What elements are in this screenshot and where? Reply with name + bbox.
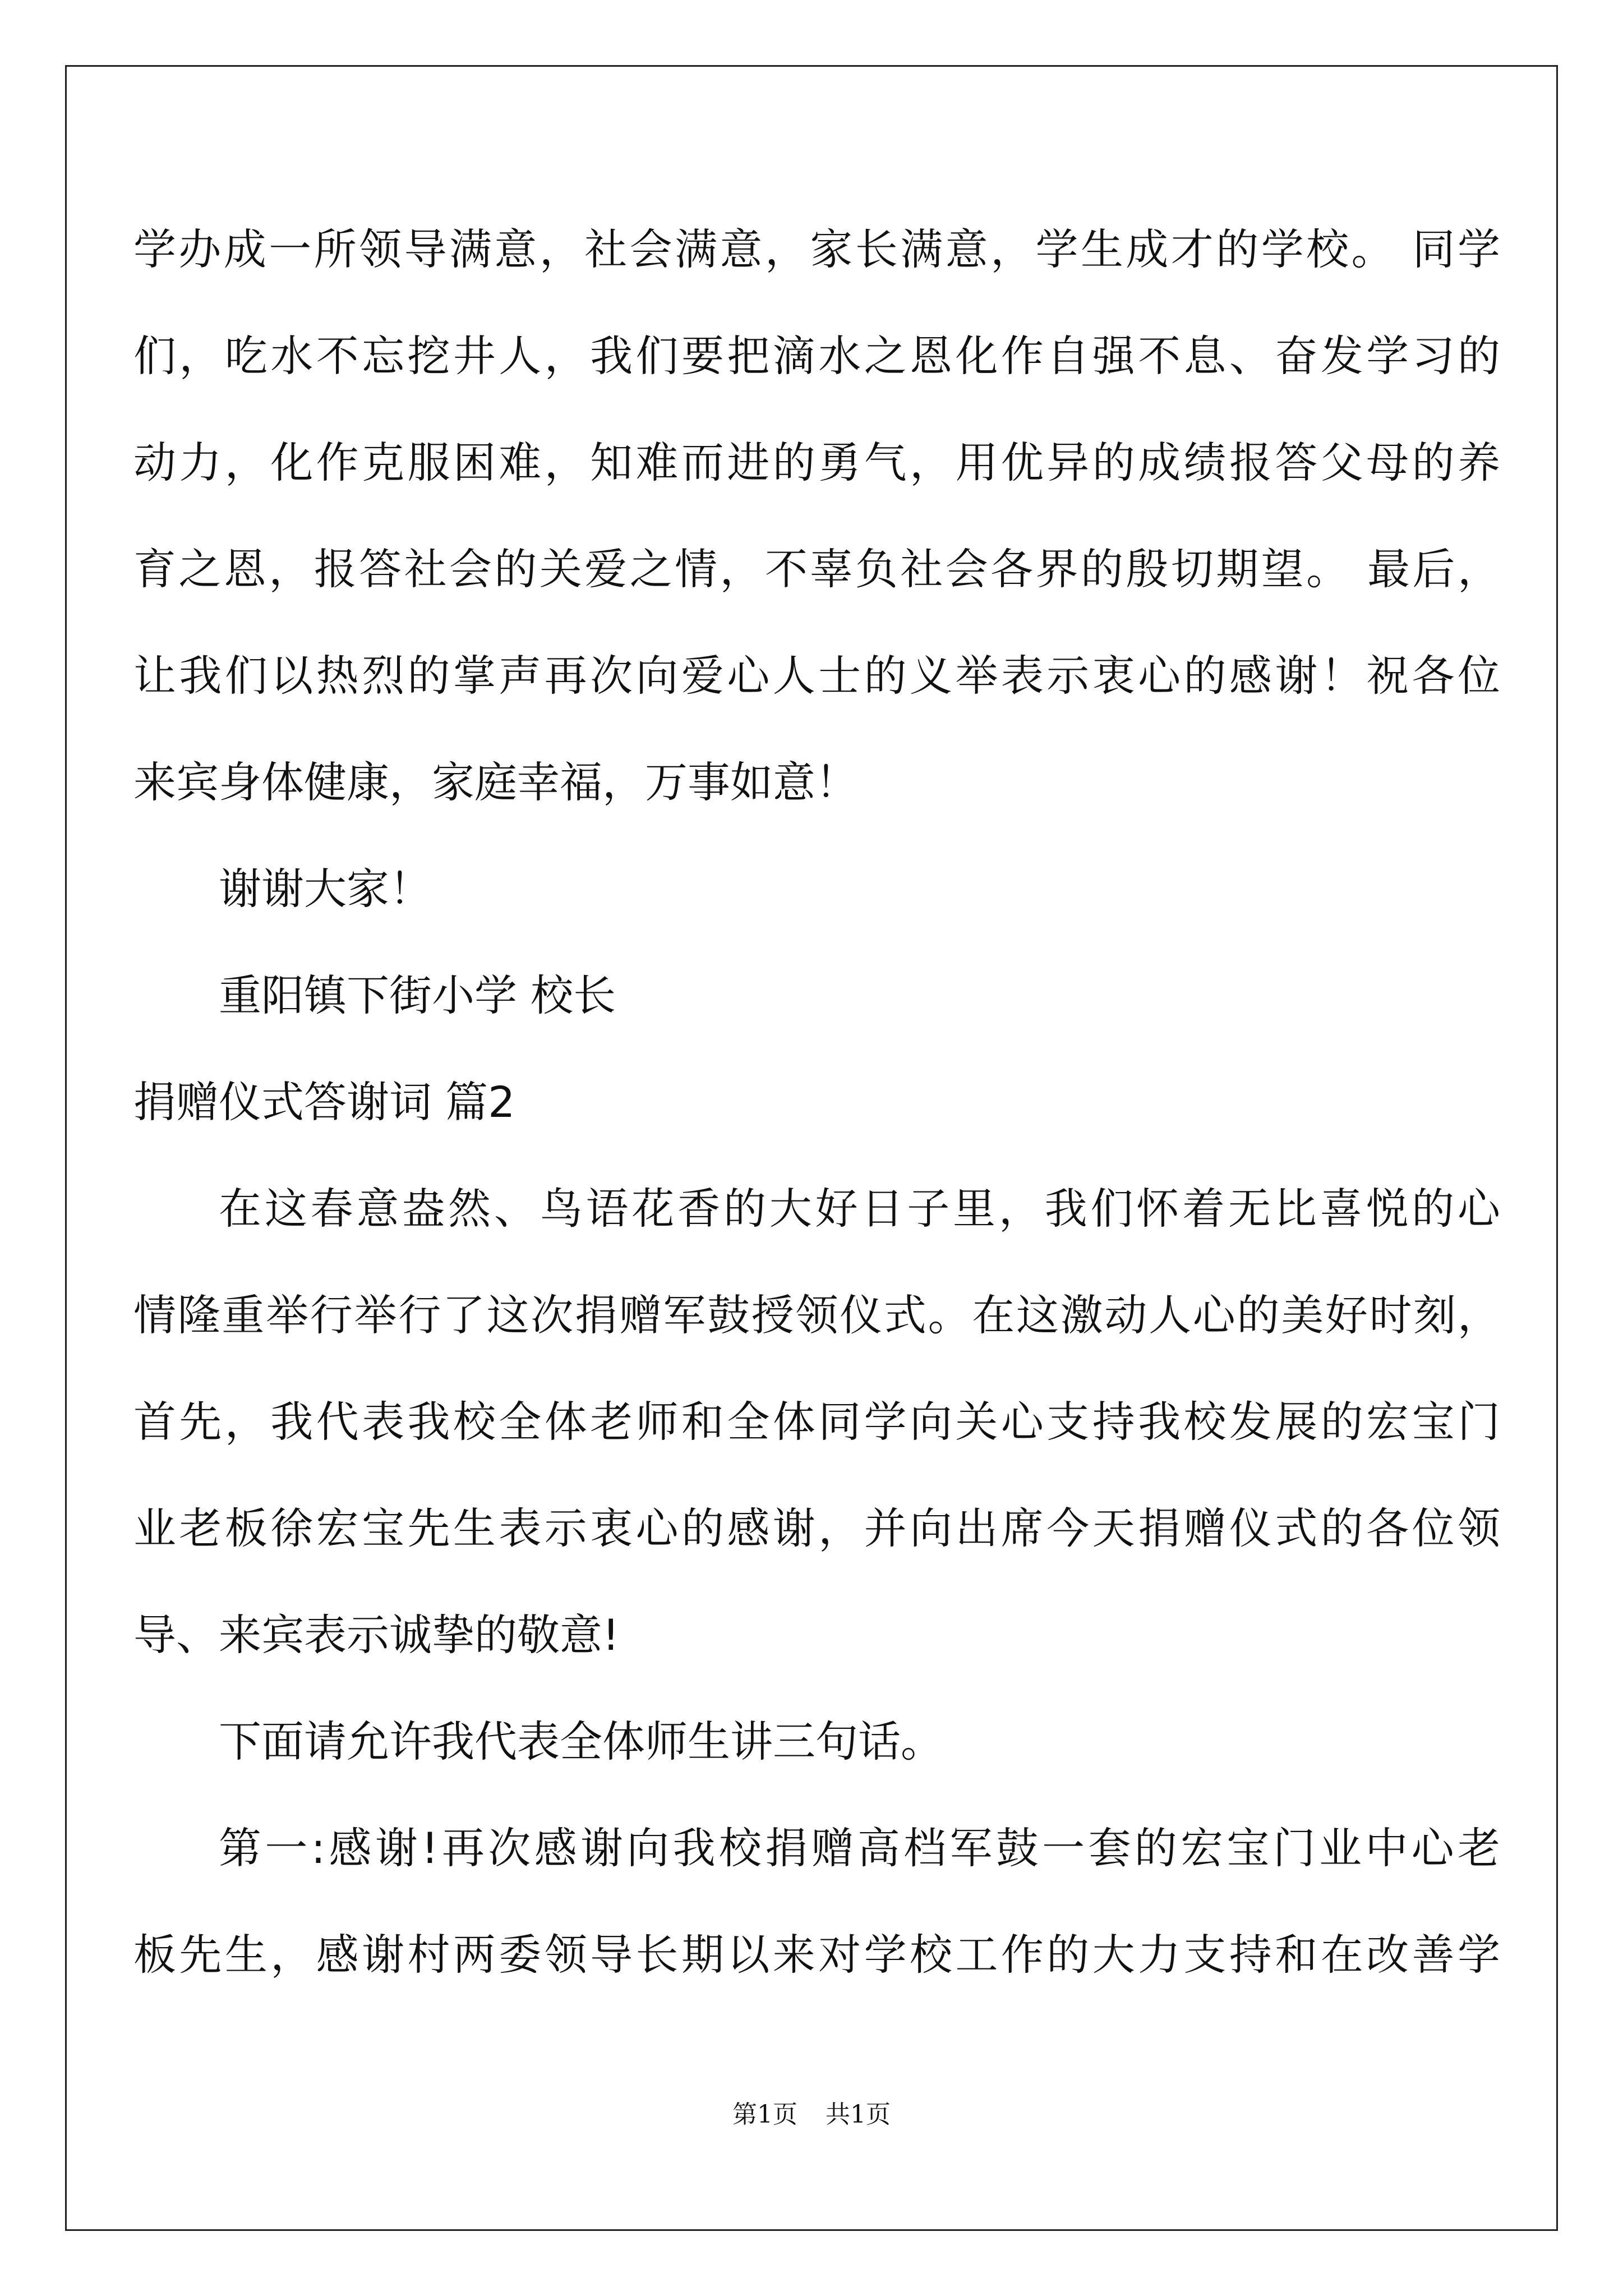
text-line: 动力，化作克服困难，知难而进的勇气，用优异的成绩报答父母的养 <box>133 438 1500 487</box>
page-footer <box>0 2098 1623 2132</box>
text-line: 来宾身体健康，家庭幸福，万事如意！ <box>133 757 858 807</box>
section-heading: 捐赠仪式答谢词 篇2 <box>133 1077 515 1127</box>
text-line: 板先生，感谢村两委领导长期以来对学校工作的大力支持和在改善学 <box>133 1930 1500 1980</box>
text-line: 业老板徐宏宝先生表示衷心的感谢，并向出席今天捐赠仪式的各位领 <box>133 1503 1500 1553</box>
text-line: 首先，我代表我校全体老师和全体同学向关心支持我校发展的宏宝门 <box>133 1397 1500 1447</box>
text-line: 下面请允许我代表全体师生讲三句话。 <box>219 1717 943 1766</box>
text-line: 在这春意盎然、鸟语花香的大好日子里，我们怀着无比喜悦的心 <box>219 1184 1500 1234</box>
page-border <box>65 65 1558 2231</box>
text-line: 们，吃水不忘挖井人，我们要把滴水之恩化作自强不息、奋发学习的 <box>133 331 1500 381</box>
text-line: 导、来宾表示诚挚的敬意! <box>133 1610 620 1660</box>
text-line: 育之恩，报答社会的关爱之情，不辜负社会各界的殷切期望。 最后， <box>133 544 1500 594</box>
page-total: 共1页 <box>826 2100 891 2129</box>
text-line: 第一:感谢!再次感谢向我校捐赠高档军鼓一套的宏宝门业中心老 <box>219 1823 1500 1873</box>
text-line: 情隆重举行举行了这次捐赠军鼓授领仪式。在这激动人心的美好时刻， <box>133 1290 1500 1340</box>
text-line: 让我们以热烈的掌声再次向爱心人士的义举表示衷心的感谢！祝各位 <box>133 651 1500 701</box>
page-number: 第1页 <box>732 2100 797 2129</box>
signature-line: 重阳镇下街小学 校长 <box>219 970 616 1020</box>
text-line: 学办成一所领导满意，社会满意，家长满意，学生成才的学校。 同学 <box>133 224 1500 274</box>
closing-thanks: 谢谢大家！ <box>219 864 432 914</box>
